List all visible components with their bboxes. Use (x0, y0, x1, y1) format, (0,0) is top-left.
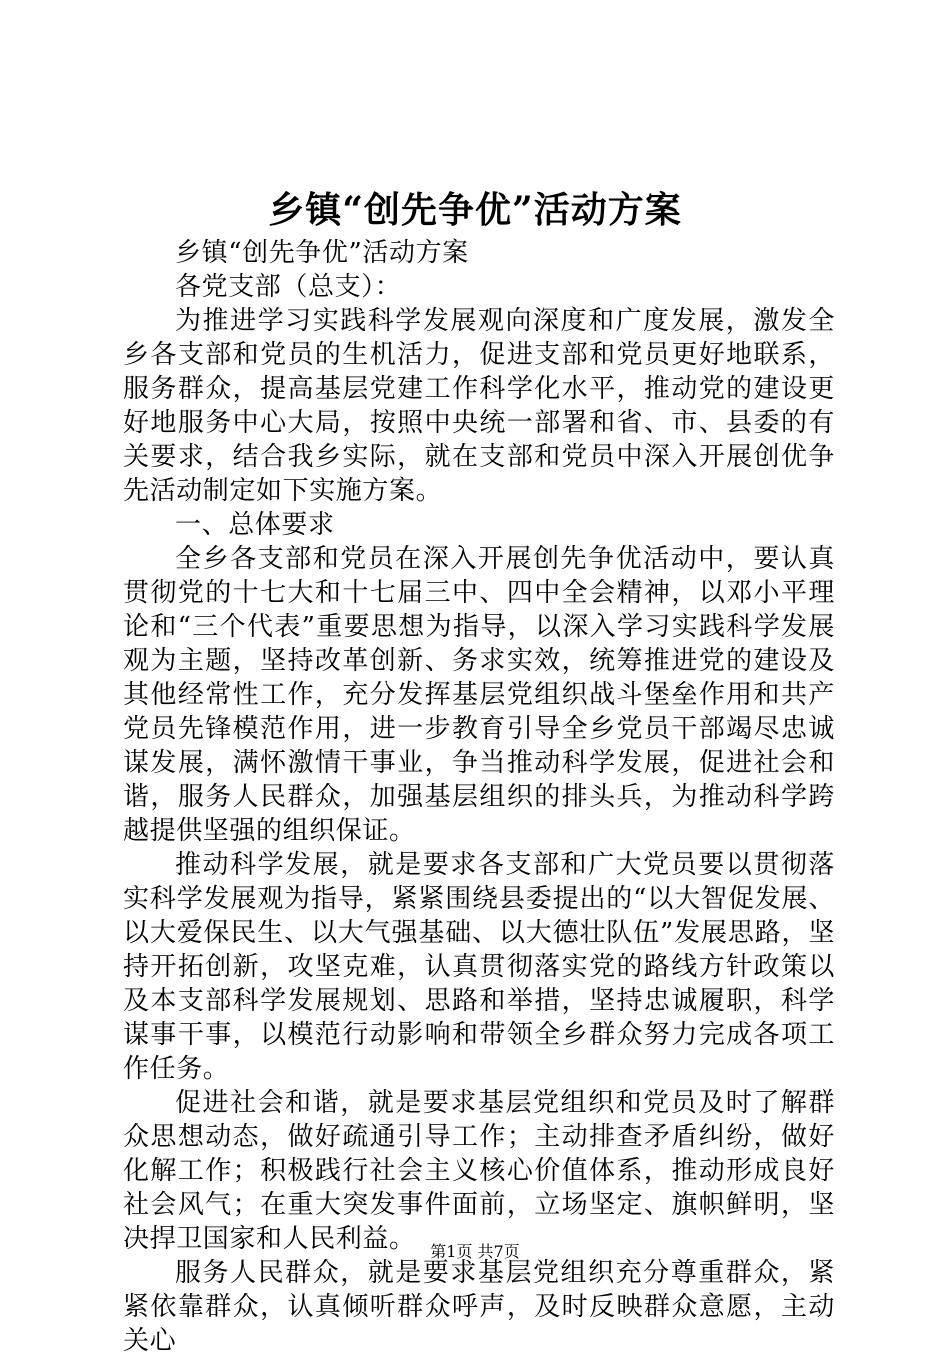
paragraph-general-requirements: 全乡各支部和党员在深入开展创先争优活动中，要认真贯彻党的十七大和十七届三中、四中全会精神，以邓小平理论和“三个代表”重要思想为指导，以深入学习实践科学发展观为主题，坚持改革创新、务求实效，统筹推进党的建设及其他经常性工作，充分发挥基层党组织战斗堡垒作用和共产党员先锋模范作用，进一步教育引导全乡党员干部竭尽忠诚谋发展，满怀激情干事业，争当推动科学发展，促进社会和谐，服务人民群众，加强基层组织的排头兵，为推动科学跨越提供坚强的组织保证。 (123, 544, 835, 846)
document-body (123, 236, 835, 1358)
paragraph-subtitle: 乡镇“创先争优”活动方案 (175, 238, 469, 268)
paragraph-social-harmony: 促进社会和谐，就是要求基层党组织和党员及时了解群众思想动态，做好疏通引导工作；主动排查矛盾纠纷，做好化解工作；积极践行社会主义核心价值体系，推动形成良好社会风气；在重大突发事件面前，立场坚定、旗帜鲜明，坚决捍卫国家和人民利益。 (123, 1088, 835, 1254)
document-title: 乡镇“创先争优”活动方案 (268, 189, 682, 231)
page-number-footer: 第1页 共7页 (430, 1242, 520, 1261)
paragraph-scientific-development: 推动科学发展，就是要求各支部和广大党员要以贯彻落实科学发展观为指导，紧紧围绕县委提出的“以大智促发展、以大爱保民生、以大气强基础、以大德壮队伍”发展思路，坚持开拓创新，攻坚克难，认真贯彻落实党的路线方针政策以及本支部科学发展规划、思路和举措，坚持忠诚履职，科学谋事干事，以模范行动影响和带领全乡群众努力完成各项工作任务。 (123, 850, 835, 1084)
paragraph-serve-people: 服务人民群众，就是要求基层党组织充分尊重群众，紧紧依靠群众，认真倾听群众呼声，及时反映群众意愿，主动关心 (123, 1258, 835, 1356)
paragraph-salutation: 各党支部（总支）： (175, 272, 402, 302)
section-heading: 一、总体要求 (175, 510, 335, 540)
paragraph-intro: 为推进学习实践科学发展观向深度和广度发展，激发全乡各支部和党员的生机活力，促进支部和党员更好地联系，服务群众，提高基层党建工作科学化水平，推动党的建设更好地服务中心大局，按照中央统一部署和省、市、县委的有关要求，结合我乡实际，就在支部和党员中深入开展创优争先活动制定如下实施方案。 (123, 306, 835, 506)
